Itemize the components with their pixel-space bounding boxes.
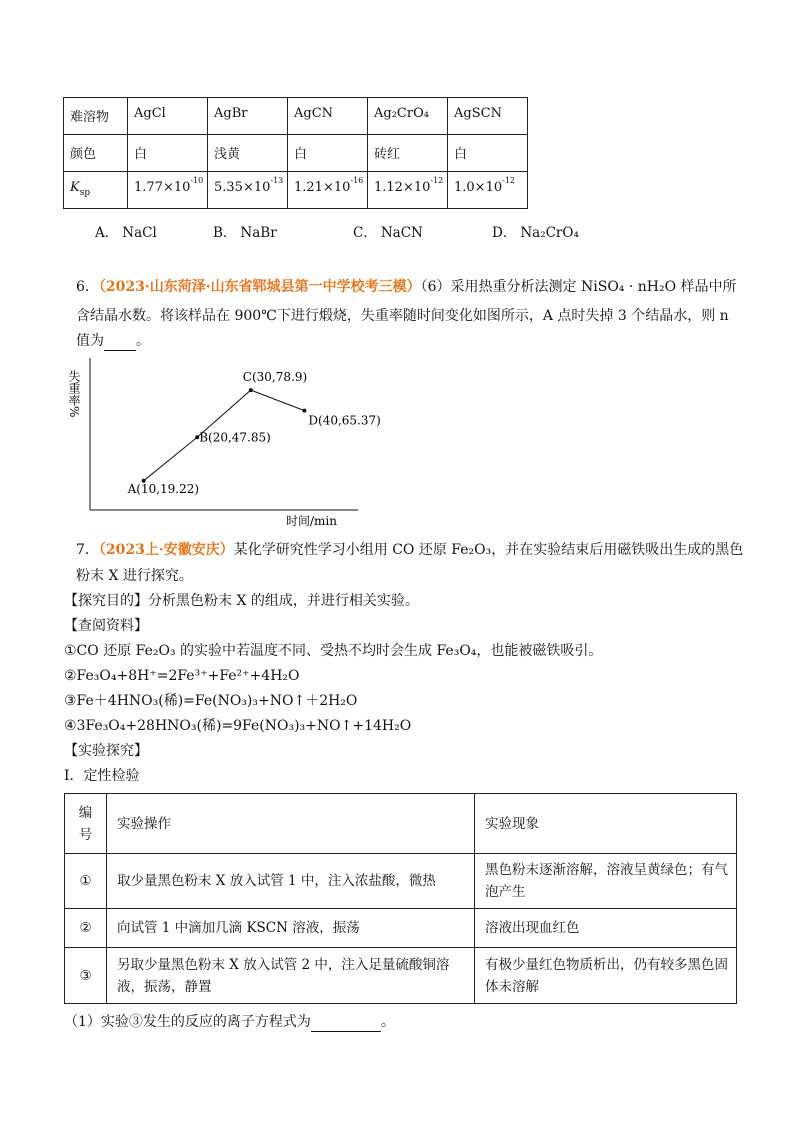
q7-lookup: 【查阅资料】	[64, 618, 148, 634]
q7-text: 某化学研究性学习小组用 CO 还原 Fe₂O₃，并在实验结束后用磁铁吸出生成的黑色	[233, 542, 744, 558]
q7-explore: 【实验探究】	[64, 743, 148, 759]
cell: 颜色	[64, 135, 128, 172]
row-num: ②	[65, 909, 107, 948]
option-b[interactable]	[213, 221, 277, 241]
row-op: 向试管 1 中滴加几滴 KSCN 溶液，振荡	[107, 909, 475, 948]
q7-fact-4: ④3Fe₃O₄+28HNO₃(稀)=9Fe(NO₃)₃+NO↑+14H₂O	[64, 718, 412, 734]
q7-sub1-text: （1）实验③发生的反应的离子方程式为	[64, 1014, 311, 1030]
table-row	[65, 948, 737, 1004]
option-letter: C．	[353, 225, 377, 241]
option-text: NaBr	[240, 225, 277, 241]
q6-line1	[76, 277, 737, 297]
cell: AgCl	[128, 98, 208, 135]
ksp-base: 5.35×10	[214, 180, 271, 195]
row-op: 取少量黑色粉末 X 放入试管 1 中，注入浓盐酸，微热	[107, 854, 475, 909]
ksp-label-cell	[64, 172, 128, 209]
cell: AgCN	[288, 98, 368, 135]
header-op: 实验操作	[107, 794, 475, 854]
ksp-exp: -12	[430, 176, 444, 185]
header-phen: 实验现象	[475, 794, 737, 854]
cell: 白	[128, 135, 208, 172]
point-label: C(30,78.9)	[242, 370, 308, 385]
option-text: NaCl	[122, 225, 157, 241]
row-num: ③	[65, 948, 107, 1004]
q7-purpose: 【探究目的】分析黑色粉末 X 的组成，并进行相关实验。	[64, 593, 419, 609]
cell: 难溶物	[64, 98, 128, 135]
q6-number: 6．	[76, 279, 99, 295]
ksp-table	[63, 97, 528, 209]
ksp-exp: -12	[502, 176, 515, 185]
point-label: B(20,47.85)	[199, 430, 271, 445]
cell: 砖红	[368, 135, 448, 172]
point-label: A(10,19.22)	[127, 481, 200, 496]
row-num: ①	[65, 854, 107, 909]
q6-line2: 含结晶水数。将该样品在 900℃下进行煅烧，失重率随时间变化如图所示，A 点时失掉 3 个结晶水，则 n	[76, 308, 729, 324]
q7-sub1	[64, 1012, 395, 1032]
data-points	[127, 370, 381, 496]
ksp-base: 1.12×10	[374, 180, 431, 195]
point-label: D(40,65.37)	[308, 413, 381, 428]
q7-number: 7．	[76, 542, 99, 558]
experiment-table	[64, 793, 737, 1004]
row-op: 另取少量黑色粉末 X 放入试管 2 中，注入足量硫酸铜溶液，振荡，静置	[107, 948, 475, 1004]
q7-source: （2023上·安徽安庆）	[98, 542, 234, 558]
ksp-color-row	[64, 135, 528, 172]
ksp-base: 1.77×10	[134, 180, 191, 195]
cell: 白	[288, 135, 368, 172]
ksp-header-row	[64, 98, 528, 135]
cell: AgBr	[208, 98, 288, 135]
x-axis-label: 时间/min	[286, 514, 337, 528]
ksp-base: 1.21×10	[294, 180, 351, 195]
header-num: 编号	[65, 794, 107, 854]
cell: 浅黄	[208, 135, 288, 172]
q6-source: （2023·山东菏泽·山东省郓城县第一中学校考三模）	[98, 279, 421, 295]
option-letter: A．	[95, 225, 119, 241]
q6-line3-end: 。	[136, 333, 150, 349]
ksp-base: 1.0×10	[454, 180, 503, 195]
q7-sub1-end: 。	[380, 1014, 395, 1030]
answer-blank[interactable]	[311, 1017, 381, 1032]
option-text: Na₂CrO₄	[520, 225, 579, 241]
cell: Ag₂CrO₄	[368, 98, 448, 135]
q7-qualitative: I．定性检验	[64, 768, 140, 784]
option-d[interactable]	[492, 221, 579, 241]
data-point	[302, 409, 306, 413]
row-phen: 有极少量红色物质析出，仍有较多黑色固体未溶解	[475, 948, 737, 1004]
cell	[368, 172, 448, 209]
ksp-exp: -10	[190, 176, 204, 185]
cell	[208, 172, 288, 209]
q7-fact-2: ②Fe₃O₄+8H⁺=2Fe³⁺+Fe²⁺+4H₂O	[64, 668, 300, 684]
ksp-value-row	[64, 172, 528, 209]
weight-loss-chart	[60, 350, 381, 530]
q6-line3-text: 值为	[76, 333, 104, 349]
cell: 白	[448, 135, 528, 172]
q7-line2: 粉末 X 进行探究。	[76, 568, 193, 584]
table-row	[65, 854, 737, 909]
q6-line3	[76, 331, 150, 351]
y-axis-label: 失重率%	[67, 370, 81, 418]
q6-text: （6）采用热重分析法测定 NiSO₄ · nH₂O 样品中所	[420, 279, 737, 295]
row-phen: 溶液出现血红色	[475, 909, 737, 948]
option-letter: D．	[492, 225, 517, 241]
ksp-exp: -13	[270, 176, 284, 185]
option-c[interactable]	[353, 221, 423, 241]
ksp-label-sub: sp	[79, 188, 91, 198]
cell	[448, 172, 528, 209]
ksp-label: K	[70, 180, 80, 195]
cell: AgSCN	[448, 98, 528, 135]
option-letter: B．	[213, 225, 237, 241]
table-row	[65, 909, 737, 948]
ksp-exp: -16	[350, 176, 364, 185]
answer-blank[interactable]	[104, 336, 136, 351]
option-text: NaCN	[380, 225, 423, 241]
q7-line1	[76, 540, 743, 560]
q7-fact-1: ①CO 还原 Fe₂O₃ 的实验中若温度不同、受热不均时会生成 Fe₃O₄，也能被磁铁吸引。	[64, 643, 603, 659]
row-phen: 黑色粉末逐渐溶解，溶液呈黄绿色；有气泡产生	[475, 854, 737, 909]
cell	[128, 172, 208, 209]
table-header-row	[65, 794, 737, 854]
data-point	[249, 388, 253, 392]
option-a[interactable]	[95, 221, 157, 241]
cell	[288, 172, 368, 209]
q7-fact-3: ③Fe＋4HNO₃(稀)=Fe(NO₃)₃+NO↑＋2H₂O	[64, 693, 358, 709]
